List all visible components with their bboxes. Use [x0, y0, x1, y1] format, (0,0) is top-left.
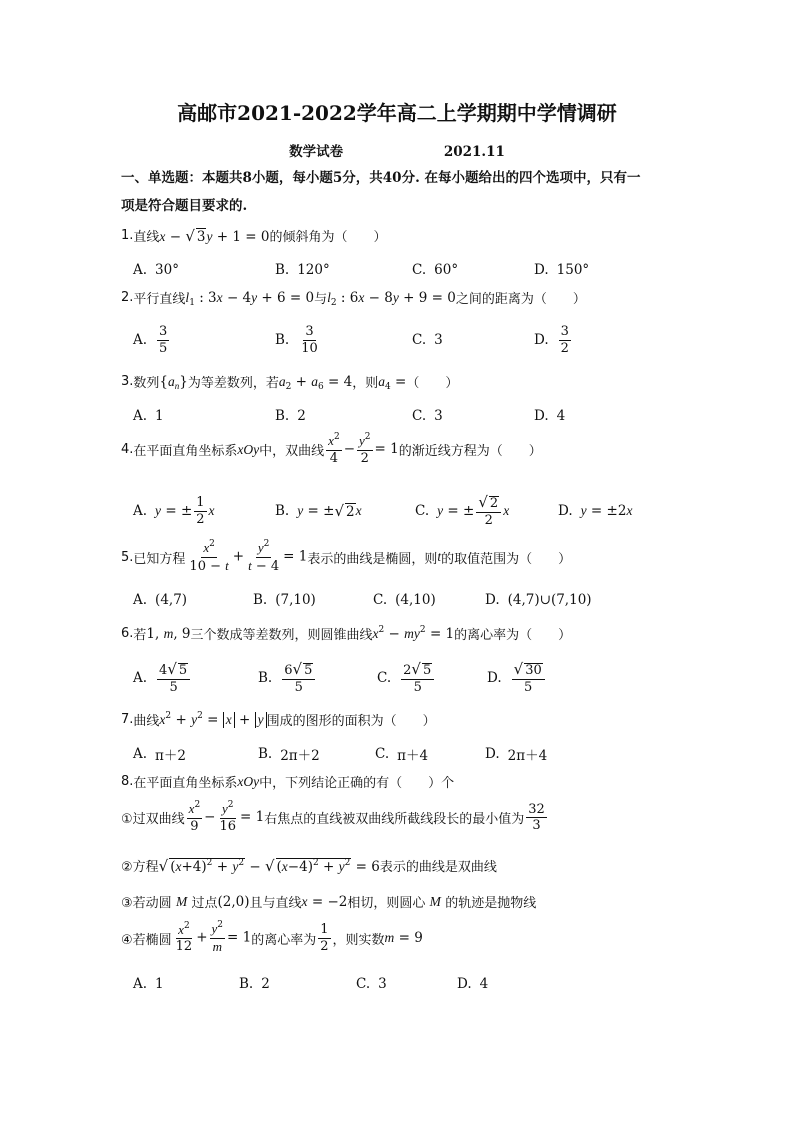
q8-option-d: D. 4	[457, 976, 489, 992]
q8-option-c: C. 3	[356, 976, 387, 992]
section-instructions	[121, 164, 681, 220]
q2-option-c: C. 3	[412, 332, 443, 348]
q6-option-b: B. $\frac{6√ 5}{5}$	[258, 655, 317, 701]
q4-option-a: A. y = ± $\frac{1}{2}$ x	[133, 494, 215, 527]
q2-options	[133, 318, 693, 362]
question-4: 4. 在平面直角坐标系 xOy 中，双曲线 $\frac{x^2}{4}$ − $\frac{y^2}{2}$ = 1 的渐近线方程为（ ）	[121, 432, 542, 466]
q6-option-d: D. $\frac{√ 30}{5}$	[487, 655, 547, 701]
section-line-1: 一、单选题：本题共8小题，每小题5分，共40分. 在每小题给出的四个选项中，只有一	[121, 170, 641, 186]
q7-option-b: B. 2π＋2	[258, 746, 320, 764]
q8-statement-3: ③若动圆 M 过点 (2,0) 且与直线 x = −2 相切，则圆心 M 的轨迹是抛物线	[121, 893, 537, 911]
q3-option-d: D. 4	[534, 408, 566, 424]
exam-title: 高邮市2021-2022学年高二上学期期中学情调研	[177, 101, 617, 125]
q8-option-a: A. 1	[133, 976, 164, 992]
q6-option-a: A. $\frac{4√ 5}{5}$	[133, 655, 192, 701]
question-7: 7. 曲线 $x^2 + y^2 = x + y$ 围成的图形的面积为（ ）	[121, 710, 436, 729]
exam-date: 2021.11	[443, 144, 505, 160]
q1-option-a: A. 30°	[133, 262, 179, 278]
q8-statement-4: ④若椭圆 $\frac{x^2}{12}$ + $\frac{y^2}{m}$ = 1 的离心率为 $\frac{1}{2}$ ，则实数 m = 9	[121, 920, 423, 955]
question-3: 3. 数列 $\{a_n\}$ 为等差数列，若 $a_2 + a_6 = 4$ ，则 $a_4$ = （ ）	[121, 373, 459, 392]
question-8: 8. 在平面直角坐标系 xOy 中，下列结论正确的有（ ）个	[121, 773, 455, 791]
question-5: 5. 已知方程 $\frac{x^2}{10 - t}$ + $\frac{y^2}{t - 4}$ = 1 表示的曲线是椭圆，则 t 的取值范围为（ ）	[121, 539, 572, 574]
q5-equation: $\frac{x^2}{10 - t}$ + $\frac{y^2}{t - 4}$ = 1	[189, 539, 308, 574]
q5-option-c: C. (4,10)	[373, 592, 436, 608]
q1-option-b: B. 120°	[275, 262, 330, 278]
q4-option-c: C. y = ± $\frac{√ 2}{2}$ x	[415, 492, 510, 528]
q2-option-a: A. $\frac{3}{5}$	[133, 323, 168, 356]
q7-curve: $x^2 + y^2 = x + y$	[159, 712, 266, 728]
q5-options	[133, 580, 693, 620]
q2-option-d: D. $\frac{3}{2}$	[534, 323, 569, 356]
q4-hyperbola: $\frac{x^2}{4}$ − $\frac{y^2}{2}$ = 1	[328, 432, 399, 466]
q8-statement-1: ①过双曲线 $\frac{x^2}{9}$ − $\frac{y^2}{16}$ = 1 右焦点的直线被双曲线所截线段长的最小值为 $\frac{32}{3}$	[121, 800, 545, 834]
question-6: 6. 若 1, m, 9 三个数成等差数列，则圆锥曲线 $x^2 - my^2 = 1$ 的离心率为（ ）	[121, 624, 572, 643]
q6-conic: $x^2 - my^2 = 1$	[372, 624, 455, 642]
q3-sequence: $\{a_n\}$	[159, 373, 188, 391]
q6-options	[133, 655, 693, 701]
q8-options	[133, 964, 693, 1004]
q3-condition: $a_2 + a_6 = 4$	[278, 373, 353, 392]
exam-subject: 数学试卷	[289, 144, 344, 160]
q3-option-c: C. 3	[412, 408, 443, 424]
q7-option-d: D. 2π＋4	[485, 746, 548, 764]
q4-options	[133, 488, 693, 534]
q1-equation: x − √ 3y + 1 = 0	[159, 226, 270, 245]
question-2: 2. 平行直线 $l_1$ : 3x − 4y + 6 = 0 与 $l_2$ : 6x − 8y + 9 = 0 之间的距离为（ ）	[121, 289, 586, 308]
q4-option-d: D. y = ±2 x	[558, 503, 633, 519]
q2-line-2: $l_2$ : 6x − 8y + 9 = 0	[327, 289, 456, 308]
q6-option-c: C. $\frac{2√ 5}{5}$	[377, 655, 436, 701]
q3-option-b: B. 2	[275, 408, 306, 424]
q1-option-c: C. 60°	[412, 262, 459, 278]
q2-line-1: $l_1$ : 3x − 4y + 6 = 0	[185, 289, 315, 308]
q3-option-a: A. 1	[133, 408, 164, 424]
q1-option-d: D. 150°	[534, 262, 590, 278]
exam-subtitle	[0, 140, 794, 160]
q3-target: $a_4$ =	[378, 373, 407, 392]
q7-option-c: C. π＋4	[375, 746, 429, 764]
q2-option-b: B. $\frac{3}{10}$	[275, 323, 318, 356]
q5-option-d: D. (4,7)∪(7,10)	[485, 592, 592, 608]
q8-option-b: B. 2	[239, 976, 270, 992]
q7-options	[133, 734, 693, 774]
q4-option-b: B. y = ± √ 2 x	[275, 502, 362, 520]
q5-option-a: A. (4,7)	[133, 592, 188, 608]
q1-options	[133, 250, 693, 290]
q8-statement-2: ②方程 √ $(x+4)^2 + y^2$ − √ $(x-4)^2 + y^2 = 6$ 表示的曲线是双曲线	[121, 856, 497, 875]
q3-options	[133, 396, 693, 436]
q5-option-b: B. (7,10)	[253, 592, 316, 608]
q7-option-a: A. π＋2	[133, 746, 187, 764]
question-1: 1. 直线 x − √ 3y + 1 = 0 的倾斜角为（ ）	[121, 226, 387, 245]
section-line-2: 项是符合题目要求的.	[121, 198, 248, 214]
